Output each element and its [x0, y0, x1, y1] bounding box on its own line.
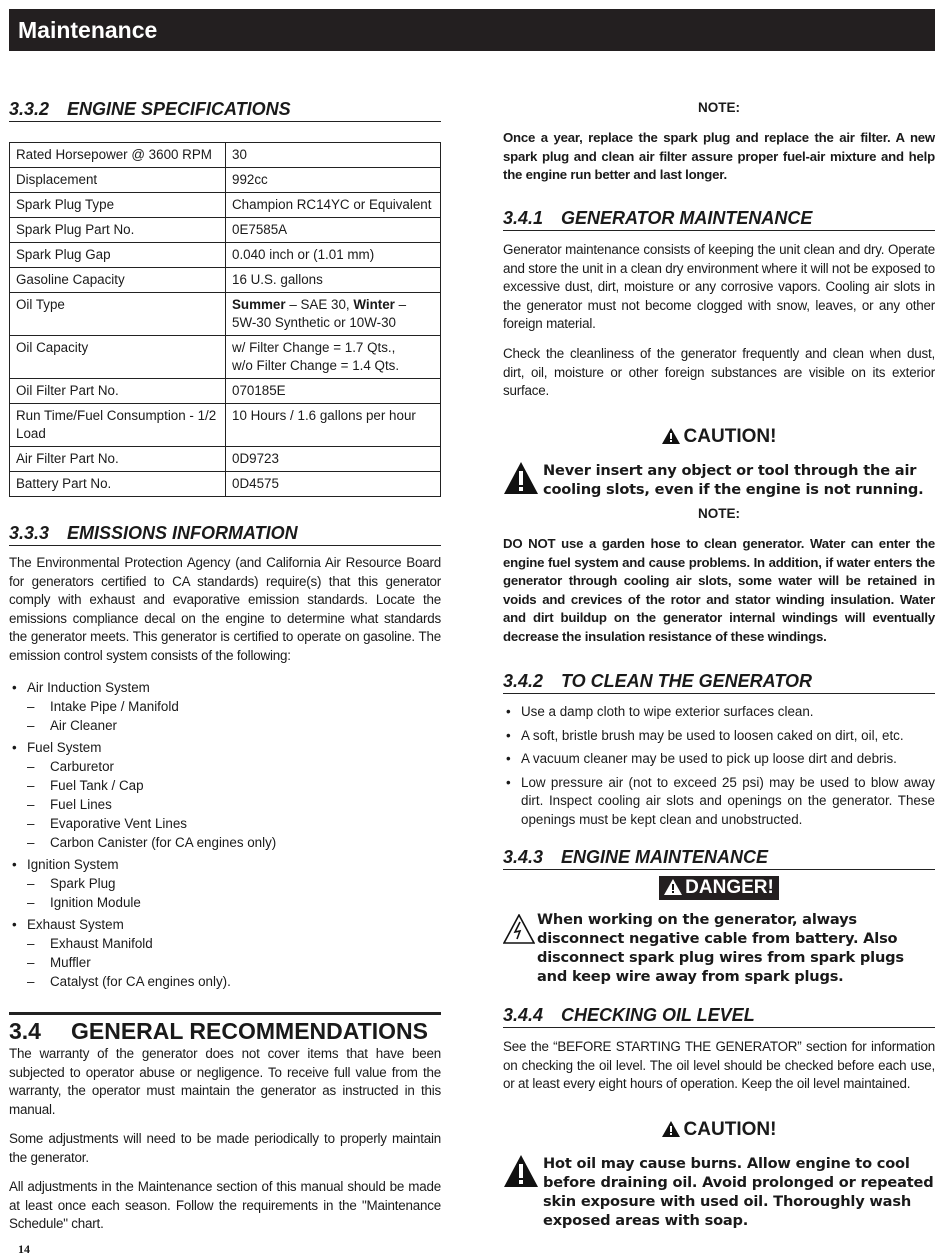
clean-list-item: • Use a damp cloth to wipe exterior surfaces clean.: [503, 703, 935, 722]
emission-system-name: • Ignition System: [27, 857, 119, 872]
caution-text-1: Never insert any object or tool through the air cooling slots, even if the engine is not running.: [543, 462, 924, 498]
general-paragraph-3: All adjustments in the Maintenance section of this manual should be made at least once each season. Follow the requirements in the "Maintenance Schedule" chart.: [9, 1179, 441, 1231]
spec-row: [10, 168, 441, 193]
note-text-1: Once a year, replace the spark plug and replace the air filter. A new spark plug and clean air filter assure proper fuel-air mixture and help the engine run better and last longer.: [503, 130, 935, 182]
spec-key: Oil Capacity: [10, 336, 226, 379]
emission-component-item: – Muffler: [27, 953, 441, 972]
spec-value: 992cc: [226, 168, 441, 193]
danger-triangle-icon: [664, 879, 682, 895]
emission-component-item: – Catalyst (for CA engines only).: [27, 972, 441, 991]
warning-triangle-icon: [662, 1121, 680, 1137]
spec-row: [10, 293, 441, 336]
emission-system-item: [9, 738, 441, 852]
spec-row: [10, 143, 441, 168]
spec-key: Gasoline Capacity: [10, 268, 226, 293]
spec-value-part: – 5W-30 Synthetic or 10W-30: [232, 297, 407, 330]
section-heading-engine-maintenance: 3.4.3 ENGINE MAINTENANCE: [503, 846, 935, 870]
spec-row: [10, 218, 441, 243]
emission-component-item: – Spark Plug: [27, 874, 441, 893]
spec-value: 0D9723: [226, 447, 441, 472]
emissions-paragraph: The Environmental Protection Agency (and California Air Resource Board for generators certified to CA standards) require(s) that this generator comply with exhaust and evaporative emission standards. Locate the emissions compliance decal on the engine to determine what standards the generator meets. This generator is certified to operate on gasoline. The emission control system consists of the following:: [9, 555, 441, 663]
spec-value: 070185E: [226, 379, 441, 404]
warning-exclamation-icon: [503, 1154, 539, 1188]
general-paragraph-2: Some adjustments will need to be made periodically to properly maintain the generator.: [9, 1131, 441, 1165]
spec-row: [10, 447, 441, 472]
emission-system-item: [9, 855, 441, 912]
spec-key: Oil Filter Part No.: [10, 379, 226, 404]
warning-triangle-icon: [662, 428, 680, 444]
spec-key: Rated Horsepower @ 3600 RPM: [10, 143, 226, 168]
spec-value: [226, 293, 441, 336]
emission-component-item: – Evaporative Vent Lines: [27, 814, 441, 833]
spec-key: Spark Plug Type: [10, 193, 226, 218]
emission-component-list: [27, 757, 441, 852]
clean-list-item: • A soft, bristle brush may be used to loosen caked on dirt, oil, etc.: [503, 727, 935, 746]
spec-row: [10, 379, 441, 404]
emission-systems-list: [9, 678, 441, 991]
caution-title-2: CAUTION!: [503, 1118, 935, 1142]
section-heading-engine-specifications: 3.3.2 ENGINE SPECIFICATIONS: [9, 98, 441, 122]
page-header-banner: [9, 9, 935, 51]
spec-value-part: – SAE 30,: [285, 297, 354, 312]
spec-key: Air Filter Part No.: [10, 447, 226, 472]
emission-system-name: • Air Induction System: [27, 680, 150, 695]
section-heading-emissions-information: 3.3.3 EMISSIONS INFORMATION: [9, 522, 441, 546]
spec-row: [10, 193, 441, 218]
spec-value: Champion RC14YC or Equivalent: [226, 193, 441, 218]
general-paragraph-1: The warranty of the generator does not cover items that have been subjected to operator abuse or negligence. To receive full value from the warranty, the operator must maintain the generator as instructed in this manual.: [9, 1046, 441, 1117]
emission-component-item: – Intake Pipe / Manifold: [27, 697, 441, 716]
note-label-1: NOTE:: [698, 100, 740, 115]
caution-block-1: [503, 461, 935, 501]
emission-component-item: – Air Cleaner: [27, 716, 441, 735]
spec-value-part: Summer: [232, 297, 286, 312]
spec-key: Spark Plug Gap: [10, 243, 226, 268]
generator-maintenance-paragraph-1: Generator maintenance consists of keeping the unit clean and dry. Operate and store the unit in a clean dry environment where it will not be exposed to excessive dust, dirt, moisture or any corrosive vapors. Cooling air slots in the generator must not become clogged with snow, leaves, or any other foreign material.: [503, 242, 935, 331]
emission-component-item: – Carbon Canister (for CA engines only): [27, 833, 441, 852]
warning-exclamation-icon: [503, 461, 539, 495]
emission-component-item: – Ignition Module: [27, 893, 441, 912]
clean-list-item: • Low pressure air (not to exceed 25 psi) may be used to blow away dirt. Inspect cooling air slots and openings on the generator. These openings must be kept clean and unobstructed.: [503, 774, 935, 830]
electrical-hazard-icon: [503, 914, 535, 944]
section-heading-to-clean-the-generator: 3.4.2 TO CLEAN THE GENERATOR: [503, 670, 935, 694]
spec-value: 30: [226, 143, 441, 168]
danger-block: [503, 910, 935, 988]
generator-maintenance-paragraph-2: Check the cleanliness of the generator frequently and clean when dust, dirt, oil, moisture or other foreign substances are visible on its exterior surface.: [503, 346, 935, 398]
emission-component-item: – Fuel Lines: [27, 795, 441, 814]
spec-key: Displacement: [10, 168, 226, 193]
spec-row: [10, 336, 441, 379]
spec-value-part: Winter: [353, 297, 395, 312]
page-number: 14: [18, 1242, 30, 1256]
spec-value: 0D4575: [226, 472, 441, 497]
spec-value: [226, 336, 441, 379]
clean-list-item: • A vacuum cleaner may be used to pick up loose dirt and debris.: [503, 750, 935, 769]
checking-oil-paragraph: See the “BEFORE STARTING THE GENERATOR” section for information on checking the oil level. The oil level should be checked before each use, or at least every eight hours of operation. Keep the oil level maintained.: [503, 1039, 935, 1091]
section-heading-generator-maintenance: 3.4.1 GENERATOR MAINTENANCE: [503, 207, 935, 231]
spec-key: Spark Plug Part No.: [10, 218, 226, 243]
note-label-2: NOTE:: [698, 506, 740, 521]
spec-row: [10, 404, 441, 447]
emission-system-name: • Fuel System: [27, 740, 102, 755]
clean-generator-list: [503, 703, 935, 834]
emission-system-item: [9, 915, 441, 991]
emission-component-list: [27, 874, 441, 912]
emission-component-list: [27, 934, 441, 991]
spec-value-line: w/ Filter Change = 1.7 Qts.,: [232, 340, 396, 355]
caution-block-2: [503, 1154, 935, 1232]
spec-value-line: w/o Filter Change = 1.4 Qts.: [232, 358, 400, 373]
emission-component-list: [27, 697, 441, 735]
spec-value: 16 U.S. gallons: [226, 268, 441, 293]
emission-system-name: • Exhaust System: [27, 917, 124, 932]
spec-row: [10, 268, 441, 293]
spec-value: 0E7585A: [226, 218, 441, 243]
section-heading-general-recommendations: 3.4 GENERAL RECOMMENDATIONS: [9, 1012, 441, 1045]
spec-row: [10, 243, 441, 268]
caution-title-1: CAUTION!: [503, 425, 935, 449]
spec-value: 0.040 inch or (1.01 mm): [226, 243, 441, 268]
emission-component-item: – Carburetor: [27, 757, 441, 776]
page-header-title: Maintenance: [18, 17, 158, 43]
note-text-2: DO NOT use a garden hose to clean generator. Water can enter the engine fuel system and cause problems. In addition, if water enters the generator through cooling air slots, some water will be retained in voids and crevices of the rotor and stator winding insulation. Water and dirt buildup on the generator internal windings will eventually decrease the insulation resistance of these windings.: [503, 536, 935, 644]
spec-value: 10 Hours / 1.6 gallons per hour: [226, 404, 441, 447]
caution-text-2: Hot oil may cause burns. Allow engine to cool before draining oil. Avoid prolonged or repeated skin exposure with used oil. Thoroughly wash exposed areas with soap.: [543, 1155, 934, 1229]
spec-key: Run Time/Fuel Consumption - 1/2 Load: [10, 404, 226, 447]
spec-key: Oil Type: [10, 293, 226, 336]
spec-key: Battery Part No.: [10, 472, 226, 497]
engine-specifications-table: [9, 142, 441, 497]
danger-title: DANGER!: [503, 876, 935, 900]
emission-component-item: – Fuel Tank / Cap: [27, 776, 441, 795]
emission-system-item: [9, 678, 441, 735]
emission-component-item: – Exhaust Manifold: [27, 934, 441, 953]
danger-text: When working on the generator, always disconnect negative cable from battery. Also disconnect spark plug wires from spark plugs and keep wire away from spark plugs.: [537, 911, 904, 985]
spec-row: [10, 472, 441, 497]
section-heading-checking-oil-level: 3.4.4 CHECKING OIL LEVEL: [503, 1004, 935, 1028]
